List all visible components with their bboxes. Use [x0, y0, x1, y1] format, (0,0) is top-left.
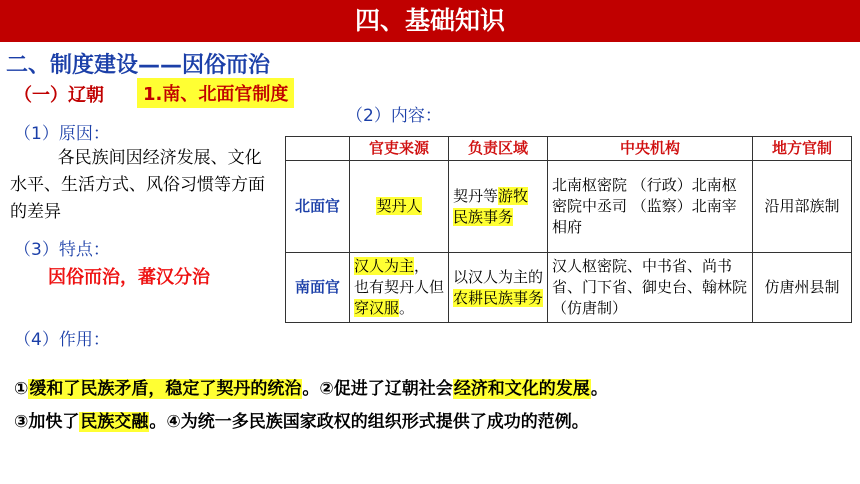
- south-source-a: 汉人为主: [354, 257, 415, 275]
- effects-label: （4）作用：: [14, 330, 110, 350]
- effects-line-1: [14, 373, 608, 406]
- reason-text: 各民族间因经济发展、文化水平、生活方式、风俗习惯等方面的差异: [10, 148, 265, 222]
- header-central: 中央机构: [548, 137, 753, 161]
- effect-text: 。: [590, 379, 608, 399]
- header-source: 官吏来源: [350, 137, 449, 161]
- effect-marker: ①: [14, 379, 29, 399]
- north-region: [449, 161, 548, 253]
- effects-line-2: [14, 406, 608, 439]
- effect-highlight: 经济和文化的发展: [453, 379, 590, 399]
- header-cell: [286, 137, 350, 161]
- effects-text: [14, 373, 608, 439]
- content-label: （2）内容：: [346, 106, 442, 126]
- north-region-a: 契丹等: [453, 186, 499, 205]
- effect-text: ③加快了: [14, 412, 80, 432]
- effect-text: 。④为统一多民族国家政权的组织形式提供了成功的范例。: [149, 412, 589, 432]
- system-tag: 1.南、北面官制度: [137, 78, 294, 108]
- header-region: 负责区域: [449, 137, 548, 161]
- south-source-b: ，也有契丹人但: [354, 257, 445, 296]
- north-source: [350, 161, 449, 253]
- south-local: 仿唐州县制: [753, 253, 852, 323]
- dynasty-label: （一）辽朝: [14, 85, 104, 106]
- south-region-b: 农耕民族事务: [453, 288, 544, 307]
- section-heading: 二、制度建设——因俗而治: [6, 53, 271, 78]
- north-official-name: 北面官: [286, 161, 350, 253]
- north-region-b: 游牧民族事务: [453, 186, 529, 226]
- south-source-c: 穿汉服: [354, 299, 400, 317]
- south-official-name: 南面官: [286, 253, 350, 323]
- south-central: 汉人枢密院、中书省、尚书省、门下省、御史台、翰林院 （仿唐制）: [548, 253, 753, 323]
- reason-label: （1）原因：: [14, 124, 110, 144]
- south-region: [449, 253, 548, 323]
- north-central: 北南枢密院 （行政）北南枢密院中丞司 （监察）北南宰相府: [548, 161, 753, 253]
- features-text: 因俗而治，蕃汉分治: [48, 267, 210, 288]
- table-header-row: [286, 137, 852, 161]
- official-system-table: [285, 136, 852, 323]
- north-source-text: 契丹人: [376, 197, 422, 215]
- table-row-north: [286, 161, 852, 253]
- south-source-d: 。: [399, 299, 415, 317]
- north-local: 沿用部族制: [753, 161, 852, 253]
- header-local: 地方官制: [753, 137, 852, 161]
- effect-text: 。②促进了辽朝社会: [302, 379, 453, 399]
- south-region-a: 以汉人为主的: [453, 267, 544, 286]
- table-row-south: [286, 253, 852, 323]
- title-banner: 四、基础知识: [0, 0, 860, 42]
- effect-highlight: 缓和了民族矛盾，稳定了契丹的统治: [29, 379, 302, 399]
- features-label: （3）特点：: [14, 240, 110, 260]
- south-source: [350, 253, 449, 323]
- effect-highlight: 民族交融: [80, 412, 149, 432]
